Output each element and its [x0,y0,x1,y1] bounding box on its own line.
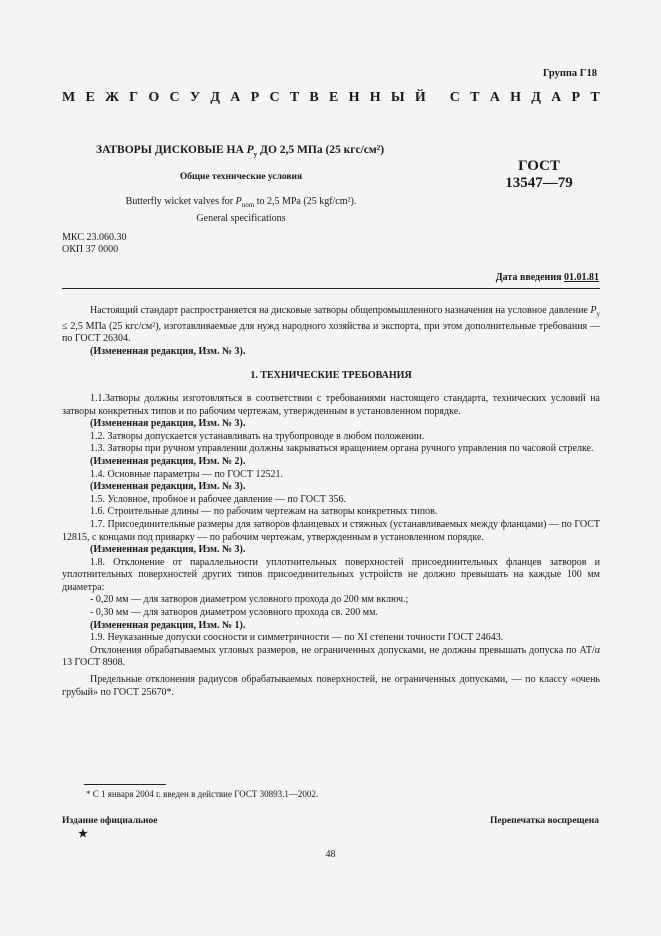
english-title [0,195,482,225]
banner-letter: Ж [105,90,119,105]
footnote: * С 1 января 2004 г. введен в действие ГОСТ 30893.1—2002. [86,789,319,799]
introduction-date-label: Дата введения [495,272,564,283]
title-pressure-symbol: P [246,144,254,156]
banner-letter [436,90,440,106]
banner-letter: Ы [390,90,405,105]
intro-pressure-symbol: P [590,305,597,316]
intro-paragraph [62,305,600,346]
clause-1-6: 1.6. Строительные длины — по рабочим чертежам на затворы конкретных типов. [90,506,438,518]
banner-letter: Р [571,90,581,105]
gost-code: 13547—79 [505,175,573,191]
classification-codes [62,232,126,256]
english-pressure-subscript: nom [241,201,255,209]
mks-code: МКС 23.060.30 [62,232,127,243]
page-number: 48 [325,849,336,860]
document-subtitle: Общие технические условия [179,172,303,182]
banner-letter: Е [85,90,95,105]
banner-letter: Н [369,90,381,105]
banner-letter: Н [510,90,522,105]
intro-text-b: ≤ 2,5 МПа (25 кгс/см²), изготавливаемые для нужд народного хозяйства и экспорта, при этом дополнительные требования — по ГОСТ 26304. [62,320,600,345]
gost-number [498,158,580,192]
banner-letter: М [62,90,76,105]
revision-note: (Измененная редакция, Изм. № 3). [90,418,246,430]
banner-letter: А [551,90,562,105]
english-title-prefix: Butterfly wicket valves for [125,196,236,207]
gost-label: ГОСТ [518,158,560,174]
banner-letter: Т [289,90,300,105]
star-icon: ★ [78,828,88,840]
banner-letter: С [269,90,280,105]
banner-letter: В [309,90,319,105]
clause-1-5: 1.5. Условное, пробное и рабочее давление — по ГОСТ 356. [90,493,347,505]
banner-letter: Е [329,90,339,105]
english-subtitle: General specifications [196,213,286,224]
clause-1-2: 1.2. Затворы допускается устанавливать на трубопроводе в любом положении. [90,430,425,442]
revision-note: (Измененная редакция, Изм. № 3). [90,345,246,357]
official-edition-label: Издание официальное [62,816,158,826]
banner-letter: Г [129,90,139,105]
clause-1-8-item-b: - 0,30 мм — для затворов диаметром условного прохода св. 200 мм. [90,607,378,619]
standard-banner [62,90,600,106]
banner-letter: Т [470,90,480,105]
banner-letter: О [148,90,160,105]
title-prefix: ЗАТВОРЫ ДИСКОВЫЕ НА [96,144,247,156]
intro-pressure-subscript: у [596,310,600,318]
section-heading: 1. ТЕХНИЧЕСКИЕ ТРЕБОВАНИЯ [250,370,412,382]
group-code: Группа Г18 [542,68,597,79]
banner-letter: Т [590,90,600,105]
revision-note: (Измененная редакция, Изм. № 3). [90,481,246,493]
clause-1-9: 1.9. Неуказанные допуски соосности и симметричности — по XI степени точности ГОСТ 24643. [90,632,504,644]
revision-note: (Измененная редакция, Изм. № 1). [90,619,246,631]
footnote-divider [84,784,166,785]
english-pressure-symbol: P [235,196,242,207]
header-divider [62,288,600,289]
clause-1-9-radii: Предельные отклонения радиусов обрабатываемых поверхностей, не ограниченных допусками, — по классу «очень грубый» по ГОСТ 25670*. [62,674,600,698]
banner-letter: Н [348,90,360,105]
introduction-date [496,272,599,283]
document-body [62,305,600,699]
introduction-date-value: 01.01.81 [564,272,599,283]
banner-letter: С [169,90,180,105]
okp-code: ОКП 37 0000 [62,244,119,255]
reprint-prohibited-label: Перепечатка воспрещена [489,816,599,826]
banner-letter: Д [210,90,221,105]
revision-note: (Измененная редакция, Изм. № 3). [90,544,246,556]
banner-letter: А [230,90,241,105]
clause-1-7: 1.7. Присоединительные размеры для затворов фланцевых и стяжных (устанавливаемых между фланцами) — по ГОСТ 12815, с концами под приварку — по рабочим чертежам, утвержденным в установленном порядке. [62,518,600,543]
banner-letter: У [189,90,201,105]
document-title [96,144,384,158]
english-title-suffix: to 2,5 MPa (25 kgf/cm²). [254,196,357,207]
banner-letter: С [449,90,460,105]
clause-1-8: 1.8. Отклонение от параллельности уплотнительных поверхностей присоединительных фланцев затворов и уплотнительных поверхностей других типов присоединительных устройств не должно превышать на каждые 100 мм диаметра: [62,556,600,593]
clause-1-9-angular: Отклонения обрабатываемых угловых размеров, не ограниченных допусками, не должны превышать допуска по АТ/α 13 ГОСТ 8908. [62,644,600,669]
title-suffix: ДО 2,5 МПа (25 кгс/см²) [257,144,385,156]
banner-letter: Р [250,90,260,105]
clause-1-4: 1.4. Основные параметры — по ГОСТ 12521. [90,468,283,480]
clause-1-3: 1.3. Затворы при ручном управлении должны закрываться вращением органа ручного управления по часовой стрелке. [90,443,594,455]
banner-letter: Й [414,90,426,105]
banner-letter: Д [531,90,541,105]
clause-1-1: 1.1.Затворы должны изготовляться в соответствии с требованиями настоящего стандарта, технических условий на затворы конкретных типов и по рабочим чертежам, утвержденным в установленном порядке. [62,392,600,417]
banner-letter: А [489,90,500,105]
clause-1-8-item-a: - 0,20 мм — для затворов диаметром условного прохода до 200 мм включ.; [90,594,409,606]
revision-note: (Измененная редакция, Изм. № 2). [90,455,246,467]
title-pressure-subscript: у [253,150,258,159]
intro-text-a: Настоящий стандарт распространяется на дисковые затворы общепромышленного назначения на условное давление [90,305,591,316]
